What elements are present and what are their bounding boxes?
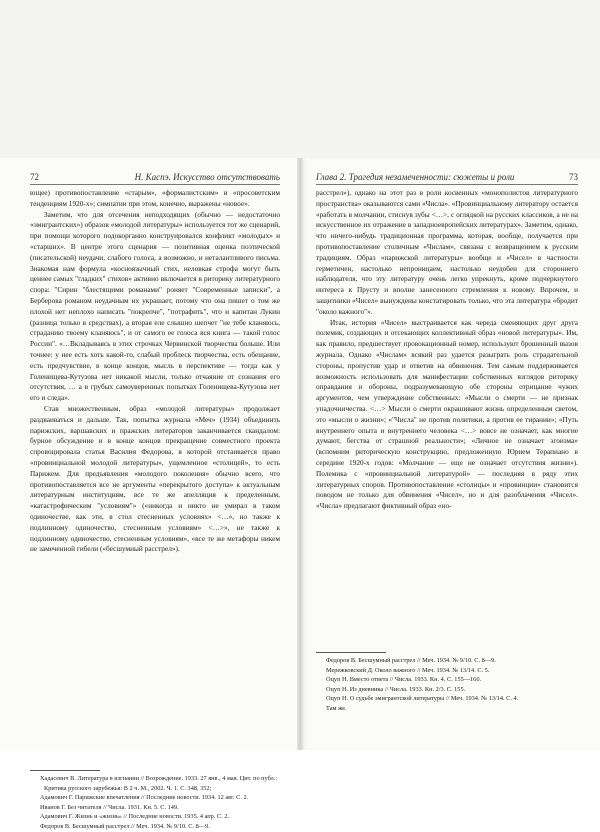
footnote: Там же. [326, 704, 347, 712]
right-page-number: 73 [569, 172, 578, 182]
footnote: Оцуп Н. Вместо ответа // Числа. 1933. Кн. 4. С. 155—160. [326, 676, 482, 684]
footnote: Адамович Г. Парижские впечатления // Последние новости. 1934. 12 авг. С. 2. [40, 794, 249, 802]
right-footnotes [316, 652, 578, 714]
left-page-number: 72 [30, 172, 39, 182]
footnote: Адамович Г. Жизнь и «жизнь» // Последние новости. 1935. 4 апр. С. 2. [40, 813, 230, 821]
left-paragraph: Став множественным, образ «молодой литературы» продолжает раздваиваться и дальше. Так, попытка журнала «Меч» (1934) объединить парижских, варшавских и пражских литераторов заканчивается скандалом: бурное обсуждение и в конце концов прекращение совместного проекта спровоцировала статья Василия Федорова, в которой отстаивается право «провинциальной молодой литературы», ущемленное «столицей», то есть Парижем. Для предъявления «молодого поколения» обычно всего, что противопоставляется все не аргументы «перекрытого доступа» к актуальным литературным институциям, все те же апелляция к пределенным, «катастрофическим "условиям"» («никогда и никто не умирал в таком одиночестве, как эти, в стол стесненных условиях» <…», но также к подлинному одиночество, стесненным условиям» <…>», не также к подлинному одиночество, стесненным условиям», «все те же метафоры никем не замеченной гибели («бесшумный расстрел»). [30, 403, 280, 554]
footnote: Оцуп Н. О судьбе эмигрантской литературы // Меч. 1934. № 13/14. С. 4. [326, 695, 519, 703]
left-paragraph: Заметим, что для отсечения неподходящих (обычно — недостаточно «эмигрантских») образов «молодой литературы» используется тот же сценарий, при помощи которого подокорганно конструировался конфликт «молодых» и «старших». В центре этого сценария — позитивная оценка поэтической (писательской) неудачи, слабого голоса, а возможно, и неталантливого письма. Знакомая нам формула «косноязычный стих, неловкая строфа могут быть ценнее самых "гладких" стихов» активно включается в риторику литературного спора: "Сирин "блестящими романами" роняет "Современные записки", а Берберова романом неудачным их украшает, потому что она пишет о том же плохой нет неплохо написать "покрепче", "потрафить", что и капитан Лукин (разница только в средствах), а вторая еле слышно шепчет "не тебе кланяюсь, страданию твоему кланяюсь", и от самого ее голоса вся книга — такой голос России". «…Вкладываясь в этих строчках Червинской творчества больше. Или точнее: у нее есть хоть какой-то, слабый проблеск творчества, есть обещание, есть предчувствие, в конце концов, мысль в перспективе — тогда как у Голенищева-Кутузова нет никакой мысли, только отчаяние от сознания его отсутствия, … а в грубых самоуверенных попытках Голенищева-Кутузова нет его и следа». [30, 209, 280, 403]
left-paragraph: ющее) противопоставление «старым», «формалистским» и «просоветским тенденциям 1920-х»; симпатии при этом, конечно, выражены «новое». [30, 188, 280, 208]
right-running-head [316, 168, 578, 185]
left-running-head-title: Н. Каспэ. Искусство отсутствовать [134, 172, 280, 182]
footnote: Иванов Г. Без читателя // Числа. 1931. Кн. 5. С. 149. [40, 803, 179, 811]
footnote: Хадасевич В. Литература в изгнании // Возрождение. 1933. 27 янв., 4 мая. Цит. по публ.: Критика русского зарубежья: В 2 ч. М., 2002. Ч. 1. С. 348, 352; [40, 775, 278, 792]
right-paragraph: Итак, история «Чисел» выстраивается как череда сменяющих друг друга полемик, создающих и отсекающих коллективный образ «новой литературы». Им, как правило, предшествует провокационный номер, используют брошенный вызов журнала. Однако «Числам» всякий раз удается разыграть роль страдательной стороны, пропустив удар и ответив на обвинения. Тем самым поддерживается возможность использовать для манифестации собственных взглядов риторику оправдания и обороны, подразумевающую обе стороны отрицание чужих аргументов, чем утверждение собственных: «Мысли о смерти — не признак упадочничества. <…> Мысли о смерти окрашивают жизнь определенным светом, это «мысли о жизни»; «"Числа" не против политики, а против ее тирании»; «Путь внутреннего опыта и внутреннего человека <…> вовсе не означает, как многие думают, бегства от страшной реальности»; «Личное не означает эгоизма» (вспомним риторическую конструкцию, предложенную Юрием Терапиано в середине 1920-х годов: «Молчание — еще не означает отсутствия жизни»). Полемика с «провинциальной литературой» — последняя в ряду этих литературных споров. Противопоставление «столицы» и «провинции» становится поводом не только для обвинения «Чисел», но и для разоблачения «Чисел». «Числа» предлагают фиктивный образ «но- [316, 317, 578, 511]
left-running-head [30, 168, 280, 185]
book-gutter [297, 158, 303, 750]
footnote: Мережковский Д. Около важного // Меч. 1934. № 13/14. С. 5. [326, 666, 490, 674]
right-paragraph: расстрел»), однако на этот раз в роли косвенных «монополистов литературного пространства» оказываются сами «Числа». «Провинциальному литератору остается «работать в молчании, стиснув зубы <…>, с оглядкой на русских классиков, а не на искусственное их отражение в западноевропейских литературах». Заметим, однако, что ничего-нибудь традиционная программа, которая, вообще, получается при противопоставление столичным «Числам», связана с возвращением к русским традициям. Образ «парижской литературы» вообще и «Чисел» в частности герметичен, настолько непроницаем, настолько неудобен для стороннего наблюдателя, что эту литературу очень легко упрекнуть, кроме подчеркнутого интереса к Прусту и вполне занесенного стремления к новому. Впрочем, и защитники «Чисел» вынуждены констатировать только, что эта литература «бродит "около важного"». [316, 188, 578, 316]
left-body-text [30, 188, 280, 555]
right-body-text [316, 188, 578, 512]
left-footnotes [30, 770, 280, 832]
left-page [0, 158, 300, 830]
footnote: Федоров В. Бесшумный расстрел // Меч. 1934. № 9/10. С. 8—9. [40, 822, 210, 830]
right-running-head-title: Глава 2. Трагедия незамеченности: сюжеты и роли [316, 172, 515, 182]
footnote: Оцуп Н. Из дневника // Числа. 1933. Кн. 2/3. С. 155. [326, 685, 466, 693]
footnote-rule [316, 652, 386, 653]
footnote: Федоров В. Бесшумный расстрел // Меч. 1934. № 9/10. С. 8—9. [326, 657, 496, 664]
footnote-rule [30, 770, 100, 771]
right-page [300, 158, 600, 750]
